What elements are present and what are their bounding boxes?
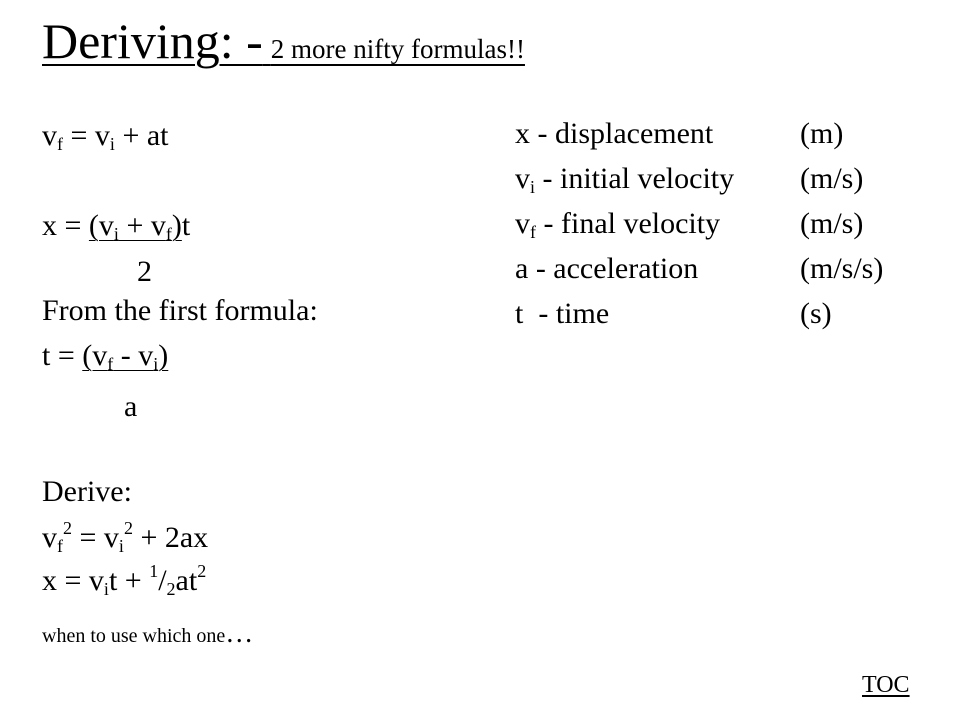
f3-minus: - v (113, 339, 154, 372)
title-main: Deriving: - (42, 13, 263, 69)
f3-close: ) (158, 339, 169, 372)
legend-post: - initial velocity (535, 162, 735, 195)
legend-pre: a - acceleration (515, 252, 699, 285)
f3-sub-i: i (153, 354, 159, 374)
formula-x-average-velocity (42, 209, 191, 244)
f2-numerator (89, 209, 182, 242)
f3-sub-f: f (107, 354, 114, 374)
title-subtitle: 2 more nifty formulas!! (270, 34, 525, 64)
legend-sub: i (530, 177, 536, 197)
d1-sq1: 2 (63, 518, 72, 538)
f2-sub-f: f (165, 224, 172, 244)
legend-desc (515, 119, 713, 149)
d2-sq: 2 (197, 561, 207, 581)
formula-x-vit-half-at-squared (42, 561, 207, 599)
f3-open: (v (82, 339, 108, 372)
when-to-use-note (42, 618, 253, 648)
f2-open: (v (88, 209, 114, 242)
f1-sub-i: i (109, 134, 115, 154)
legend-post: - final velocity (536, 207, 721, 240)
legend-unit: (m) (800, 117, 844, 150)
d2-num: 1 (149, 561, 159, 581)
d2-sub-i: i (103, 579, 109, 599)
formula-vf-squared (42, 518, 209, 556)
legend-pre: v (515, 162, 530, 195)
d2-lead: x = v (42, 564, 104, 597)
formula-vf-equals-vi-plus-at (42, 119, 169, 154)
d2-t: t + (108, 564, 150, 597)
slide-title (42, 14, 525, 69)
when-text: when to use which one (42, 625, 226, 647)
d2-den: 2 (166, 579, 176, 599)
legend-unit: (s) (800, 297, 832, 330)
legend-desc (515, 162, 735, 197)
toc-link[interactable]: TOC (862, 672, 910, 698)
legend-sub: f (530, 222, 536, 242)
f1-sub-f: f (57, 134, 63, 154)
d1-eq: = v (72, 521, 119, 554)
f1-eq: = v (63, 119, 110, 152)
legend-desc (515, 299, 609, 329)
derive-label: Derive: (42, 475, 132, 508)
d1-rest: + 2ax (132, 521, 209, 554)
legend-pre: v (515, 207, 530, 240)
legend-unit: (m/s) (800, 207, 864, 240)
when-ellipsis: … (225, 618, 254, 649)
legend-desc (515, 254, 698, 284)
d2-at: at (175, 564, 198, 597)
d2-slash: / (158, 564, 167, 597)
f1-rest: + at (114, 119, 169, 152)
legend-pre: x - displacement (515, 117, 714, 150)
from-first-formula-label: From the first formula: (42, 294, 318, 327)
legend-pre: t - time (515, 297, 610, 330)
legend-unit: (m/s) (800, 162, 864, 195)
d1-v: v (42, 521, 57, 554)
formula3-denominator: a (124, 390, 138, 423)
f3-numerator (82, 339, 168, 372)
f2-t: t (181, 209, 191, 242)
legend-desc (515, 207, 721, 242)
d1-sub-f: f (57, 536, 63, 556)
formula-t-solved (42, 339, 169, 374)
d1-sq2: 2 (123, 518, 133, 538)
formula2-denominator: 2 (137, 255, 152, 288)
f2-close: ) (171, 209, 182, 242)
f1-v: v (42, 119, 57, 152)
d1-sub-i: i (118, 536, 124, 556)
f3-lead: t = (42, 339, 83, 372)
f2-plus: + v (118, 209, 166, 242)
f2-sub-i: i (113, 224, 119, 244)
legend-unit: (m/s/s) (800, 252, 884, 285)
f2-lead: x = (42, 209, 89, 242)
